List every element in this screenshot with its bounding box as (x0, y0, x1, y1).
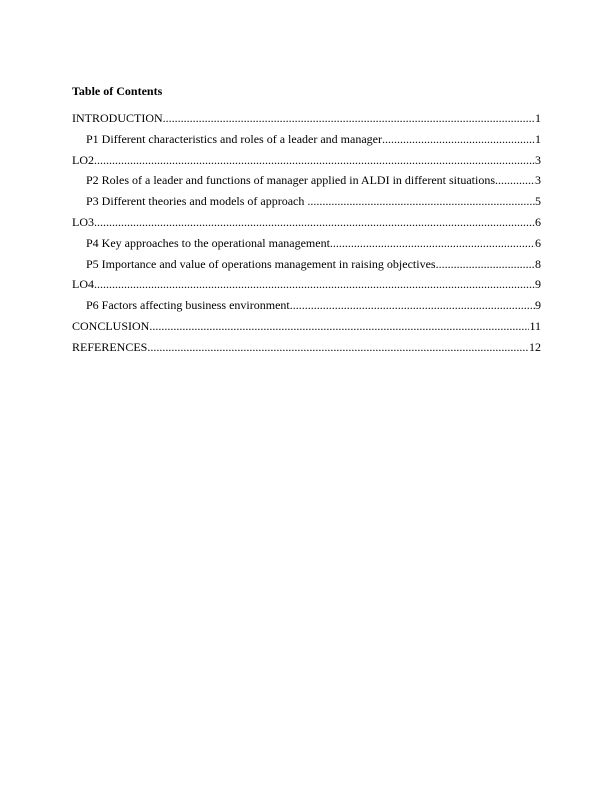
toc-heading: Table of Contents (72, 84, 163, 98)
toc-entry-page: 1 (535, 131, 541, 146)
toc-entry-page: 3 (535, 173, 541, 188)
toc-entry-conclusion[interactable] (72, 319, 541, 340)
toc-dot-leader (163, 111, 535, 125)
toc-entry-introduction[interactable] (72, 111, 541, 132)
toc-entry-page: 11 (529, 318, 541, 333)
toc-dot-leader (436, 257, 535, 271)
toc-entry-p3[interactable] (72, 194, 541, 215)
toc-dot-leader (149, 319, 529, 333)
toc-entry-title: LO3 (72, 214, 94, 229)
toc-entry-title: P3 Different theories and models of approach (86, 194, 308, 209)
toc-dot-leader (290, 298, 535, 312)
toc-entry-p6[interactable] (72, 298, 541, 319)
toc-entry-p1[interactable] (72, 132, 541, 153)
toc-dot-leader (330, 236, 535, 250)
toc-dot-leader (94, 277, 535, 291)
toc-entry-title: LO4 (72, 277, 94, 292)
toc-dot-leader (495, 173, 535, 187)
toc-entry-title: P4 Key approaches to the operational management (86, 235, 330, 250)
toc-entry-page: 9 (535, 277, 541, 292)
toc-entry-page: 6 (535, 214, 541, 229)
toc-entry-page: 12 (529, 339, 541, 354)
toc-dot-leader (382, 132, 535, 146)
toc-entry-title: P1 Different characteristics and roles of a leader and manager (86, 131, 382, 146)
toc-entry-references[interactable] (72, 340, 541, 361)
toc-entry-p4[interactable] (72, 236, 541, 257)
toc-entry-lo2[interactable] (72, 153, 541, 174)
toc-entry-lo4[interactable] (72, 277, 541, 298)
toc-entry-title: LO2 (72, 152, 94, 167)
toc-entry-page: 8 (535, 256, 541, 271)
toc-entry-page: 6 (535, 235, 541, 250)
table-of-contents (72, 84, 541, 361)
toc-dot-leader (94, 215, 535, 229)
toc-entry-page: 1 (535, 111, 541, 125)
toc-dot-leader (307, 194, 535, 208)
toc-entry-title: INTRODUCTION (72, 111, 163, 125)
toc-entry-title: CONCLUSION (72, 318, 150, 333)
toc-entry-page: 9 (535, 298, 541, 313)
toc-entry-title: REFERENCES (72, 339, 148, 354)
toc-entry-lo3[interactable] (72, 215, 541, 236)
toc-dot-leader (94, 153, 535, 167)
toc-entry-page: 5 (535, 194, 541, 209)
toc-dot-leader (147, 340, 529, 354)
toc-list (72, 111, 541, 361)
toc-entry-title: P6 Factors affecting business environment (86, 298, 290, 313)
toc-entry-page: 3 (535, 152, 541, 167)
toc-entry-p2[interactable] (72, 173, 541, 194)
toc-entry-p5[interactable] (72, 257, 541, 278)
toc-entry-title: P5 Importance and value of operations management in raising objectives (86, 256, 436, 271)
toc-entry-title: P2 Roles of a leader and functions of manager applied in ALDI in different situations (86, 173, 496, 188)
